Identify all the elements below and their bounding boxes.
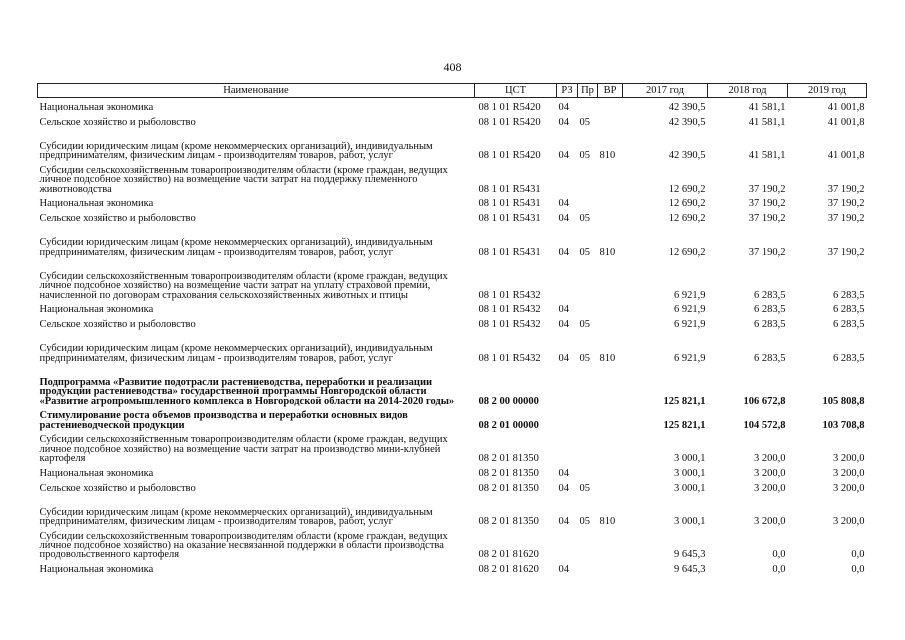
cell-rz: 04: [558, 564, 569, 576]
cell-vr: [598, 430, 623, 463]
cell-vr: [598, 98, 623, 113]
cell-pr: [578, 430, 598, 463]
cell-2019: 103 708,8: [822, 419, 865, 431]
page-number: 408: [443, 60, 462, 74]
cell-cst: 08 1 01 R5431: [478, 198, 541, 210]
cell-2017: 42 390,5: [668, 116, 706, 128]
cell-2019: 0,0: [851, 564, 865, 576]
cell-2018: 41 581,1: [748, 116, 786, 128]
table-row: [38, 430, 867, 463]
cell-vr: [598, 257, 623, 300]
cell-2018: 37 190,2: [748, 183, 786, 195]
cell-2019: 3 200,0: [833, 467, 865, 479]
cell-2019: 37 190,2: [827, 198, 865, 210]
cell-2017: 42 390,5: [668, 102, 706, 113]
cell-pr: [578, 560, 598, 575]
cell-2019: 6 283,5: [833, 352, 865, 364]
cell-vr: [598, 363, 623, 406]
cell-rz: 04: [558, 516, 569, 528]
cell-2017: 9 645,3: [674, 564, 706, 576]
cell-vr: [598, 406, 623, 430]
cell-rz: 04: [558, 467, 569, 479]
cell-pr: [578, 194, 598, 209]
cell-2019: 41 001,8: [827, 150, 865, 162]
cell-cst: 08 1 01 R5432: [478, 304, 541, 316]
cell-2018: 37 190,2: [748, 246, 786, 258]
cell-name: Субсидии сельскохозяйственным товаропроизводителям области (кроме граждан, ведущих личное подсобное хозяйство) на возмещение части затрат на уплату страховой премии, начисленной по договорам страхования сельскохозяйственных животных и птицы: [39, 270, 448, 301]
table-row: [38, 194, 867, 209]
cell-pr: 05: [579, 246, 590, 258]
cell-2017: 12 690,2: [668, 246, 706, 258]
header-year-2018: 2018 год: [708, 84, 788, 98]
cell-2017: 6 921,9: [674, 352, 706, 364]
cell-cst: 08 1 01 R5420: [478, 102, 541, 113]
cell-cst: 08 2 00 00000: [478, 395, 539, 407]
cell-2017: 125 821,1: [663, 395, 706, 407]
cell-2019: 3 200,0: [833, 516, 865, 528]
cell-cst: 08 1 01 R5431: [478, 183, 541, 195]
cell-rz: [557, 406, 578, 430]
table-row: [38, 560, 867, 575]
cell-cst: 08 1 01 R5431: [478, 213, 541, 225]
cell-name: Национальная экономика: [39, 198, 154, 210]
cell-rz: 04: [558, 102, 569, 113]
cell-2019: 3 200,0: [833, 482, 865, 494]
cell-cst: 08 1 01 R5432: [478, 319, 541, 331]
cell-2018: 6 283,5: [754, 319, 786, 331]
cell-cst: 08 2 01 81350: [478, 453, 539, 465]
cell-pr: [578, 257, 598, 300]
cell-rz: [557, 257, 578, 300]
cell-vr: [598, 194, 623, 209]
cell-name: Сельское хозяйство и рыболовство: [39, 116, 196, 128]
cell-2018: 6 283,5: [754, 304, 786, 316]
cell-rz: 04: [558, 304, 569, 316]
table-row: [38, 478, 867, 493]
table-row: [38, 406, 867, 430]
cell-pr: 05: [579, 516, 590, 528]
cell-rz: 04: [558, 150, 569, 162]
table-row: [38, 315, 867, 330]
cell-pr: [578, 463, 598, 478]
table-row: [38, 160, 867, 193]
cell-cst: 08 2 01 81620: [478, 549, 539, 561]
cell-cst: 08 2 01 81350: [478, 467, 539, 479]
cell-name: Сельское хозяйство и рыболовство: [39, 319, 196, 331]
cell-name: Субсидии юридическим лицам (кроме некоммерческих организаций), индивидуальным предпринимателям, физическим лицам - производителям товаров, работ, услуг: [39, 506, 433, 528]
cell-name: Национальная экономика: [39, 564, 154, 576]
cell-pr: 05: [579, 482, 590, 494]
cell-rz: [557, 430, 578, 463]
cell-cst: 08 1 01 R5432: [478, 352, 541, 364]
table-row: [38, 223, 867, 256]
cell-2018: 106 672,8: [743, 395, 786, 407]
cell-2019: 6 283,5: [833, 289, 865, 301]
budget-table: [37, 83, 867, 575]
table-row: [38, 493, 867, 526]
cell-pr: [578, 160, 598, 193]
cell-2017: 12 690,2: [668, 198, 706, 210]
cell-2018: 6 283,5: [754, 352, 786, 364]
table-row: [38, 257, 867, 300]
cell-cst: 08 1 01 R5420: [478, 150, 541, 162]
cell-2019: 105 808,8: [822, 395, 865, 407]
cell-vr: [598, 300, 623, 315]
cell-2017: 42 390,5: [668, 150, 706, 162]
table-row: [38, 463, 867, 478]
cell-2018: 104 572,8: [743, 419, 786, 431]
cell-vr: [598, 463, 623, 478]
cell-2018: 37 190,2: [748, 198, 786, 210]
cell-name: Субсидии юридическим лицам (кроме некоммерческих организаций), индивидуальным предпринимателям, физическим лицам - производителям товаров, работ, услуг: [39, 237, 433, 258]
cell-2017: 12 690,2: [668, 213, 706, 225]
cell-2017: 12 690,2: [668, 183, 706, 195]
cell-vr: 810: [599, 246, 616, 258]
cell-name: Субсидии сельскохозяйственным товаропроизводителям области (кроме граждан, ведущих личное подсобное хозяйство) на возмещение части затрат на производство мини-клубней картофеля: [39, 434, 448, 465]
cell-2018: 41 581,1: [748, 102, 786, 113]
cell-2019: 41 001,8: [827, 102, 865, 113]
cell-rz: [557, 160, 578, 193]
cell-vr: [598, 160, 623, 193]
cell-name: Субсидии сельскохозяйственным товаропроизводителям области (кроме граждан, ведущих личное подсобное хозяйство) на оказание несвязанной поддержки в области производства продовольственного картофеля: [39, 530, 448, 561]
cell-2019: 3 200,0: [833, 453, 865, 465]
cell-vr: 810: [599, 516, 616, 528]
cell-cst: 08 1 01 R5420: [478, 116, 541, 128]
cell-name: Подпрограмма «Развитие подотрасли растениеводства, переработки и реализации продукции растениеводства» государственной программы Новгородской области «Развитие агропромышленного комплекса в Новгородской области на 2014-2020 годы»: [39, 376, 455, 407]
header-vr: ВР: [598, 84, 623, 98]
cell-2019: 37 190,2: [827, 213, 865, 225]
cell-name: Сельское хозяйство и рыболовство: [39, 482, 196, 494]
cell-2017: 6 921,9: [674, 319, 706, 331]
cell-pr: 05: [579, 116, 590, 128]
header-pr: Пр: [578, 84, 598, 98]
cell-2017: 6 921,9: [674, 289, 706, 301]
cell-name: Национальная экономика: [39, 304, 154, 316]
table-row: [38, 526, 867, 559]
cell-rz: 04: [558, 482, 569, 494]
cell-2018: 3 200,0: [754, 516, 786, 528]
cell-2019: 37 190,2: [827, 183, 865, 195]
cell-pr: [578, 98, 598, 113]
header-year-2017: 2017 год: [623, 84, 708, 98]
cell-name: Стимулирование роста объемов производства и переработки основных видов растениеводческой продукции: [39, 410, 408, 431]
cell-name: Субсидии сельскохозяйственным товаропроизводителям области (кроме граждан, ведущих личное подсобное хозяйство) на возмещение части затрат на поддержку племенного животноводства: [39, 164, 448, 195]
cell-2019: 41 001,8: [827, 116, 865, 128]
cell-vr: 810: [599, 150, 616, 162]
cell-cst: 08 2 01 81620: [478, 564, 539, 576]
cell-pr: [578, 406, 598, 430]
cell-rz: 04: [558, 116, 569, 128]
cell-name: Национальная экономика: [39, 467, 154, 479]
cell-2018: 6 283,5: [754, 289, 786, 301]
cell-2019: 37 190,2: [827, 246, 865, 258]
table-header-row: [38, 84, 867, 98]
table-body: [38, 98, 867, 575]
table-row: [38, 112, 867, 127]
table-row: [38, 300, 867, 315]
header-cst: ЦСТ: [475, 84, 557, 98]
cell-cst: 08 2 01 81350: [478, 482, 539, 494]
table-row: [38, 363, 867, 406]
cell-name: Сельское хозяйство и рыболовство: [39, 213, 196, 225]
cell-cst: 08 2 01 81350: [478, 516, 539, 528]
cell-2018: 3 200,0: [754, 453, 786, 465]
cell-rz: 04: [558, 319, 569, 331]
cell-vr: [598, 112, 623, 127]
cell-rz: 04: [558, 246, 569, 258]
cell-rz: 04: [558, 213, 569, 225]
cell-pr: [578, 300, 598, 315]
cell-pr: 05: [579, 150, 590, 162]
cell-cst: 08 1 01 R5431: [478, 246, 541, 258]
cell-2017: 3 000,1: [674, 467, 706, 479]
cell-pr: 05: [579, 213, 590, 225]
cell-2017: 3 000,1: [674, 453, 706, 465]
cell-2019: 0,0: [851, 549, 865, 561]
cell-2019: 6 283,5: [833, 319, 865, 331]
cell-cst: 08 1 01 R5432: [478, 289, 541, 301]
cell-2017: 3 000,1: [674, 516, 706, 528]
cell-vr: 810: [599, 352, 616, 364]
cell-pr: 05: [579, 352, 590, 364]
cell-2018: 0,0: [772, 549, 786, 561]
header-year-2019: 2019 год: [788, 84, 867, 98]
cell-2017: 125 821,1: [663, 419, 706, 431]
cell-name: Субсидии юридическим лицам (кроме некоммерческих организаций), индивидуальным предпринимателям, физическим лицам - производителям товаров, работ, услуг: [39, 343, 433, 364]
cell-pr: [578, 363, 598, 406]
cell-rz: [557, 363, 578, 406]
cell-name: Субсидии юридическим лицам (кроме некоммерческих организаций), индивидуальным предпринимателям, физическим лицам - производителям товаров, работ, услуг: [39, 140, 433, 162]
cell-pr: [578, 526, 598, 559]
cell-vr: [598, 478, 623, 493]
cell-pr: 05: [579, 319, 590, 331]
table-row: [38, 209, 867, 224]
cell-2017: 6 921,9: [674, 304, 706, 316]
cell-vr: [598, 209, 623, 224]
cell-2019: 6 283,5: [833, 304, 865, 316]
cell-name: Национальная экономика: [39, 102, 154, 113]
header-rz: РЗ: [557, 84, 578, 98]
cell-2017: 3 000,1: [674, 482, 706, 494]
cell-2018: 37 190,2: [748, 213, 786, 225]
cell-2018: 3 200,0: [754, 482, 786, 494]
table-row: [38, 98, 867, 113]
cell-2018: 41 581,1: [748, 150, 786, 162]
cell-rz: 04: [558, 198, 569, 210]
cell-2018: 0,0: [772, 564, 786, 576]
cell-cst: 08 2 01 00000: [478, 419, 539, 431]
table-row: [38, 127, 867, 160]
header-name: Наименование: [38, 84, 475, 98]
cell-rz: [557, 526, 578, 559]
cell-vr: [598, 526, 623, 559]
cell-2017: 9 645,3: [674, 549, 706, 561]
table-row: [38, 329, 867, 362]
cell-2018: 3 200,0: [754, 467, 786, 479]
cell-rz: 04: [558, 352, 569, 364]
cell-vr: [598, 560, 623, 575]
cell-vr: [598, 315, 623, 330]
